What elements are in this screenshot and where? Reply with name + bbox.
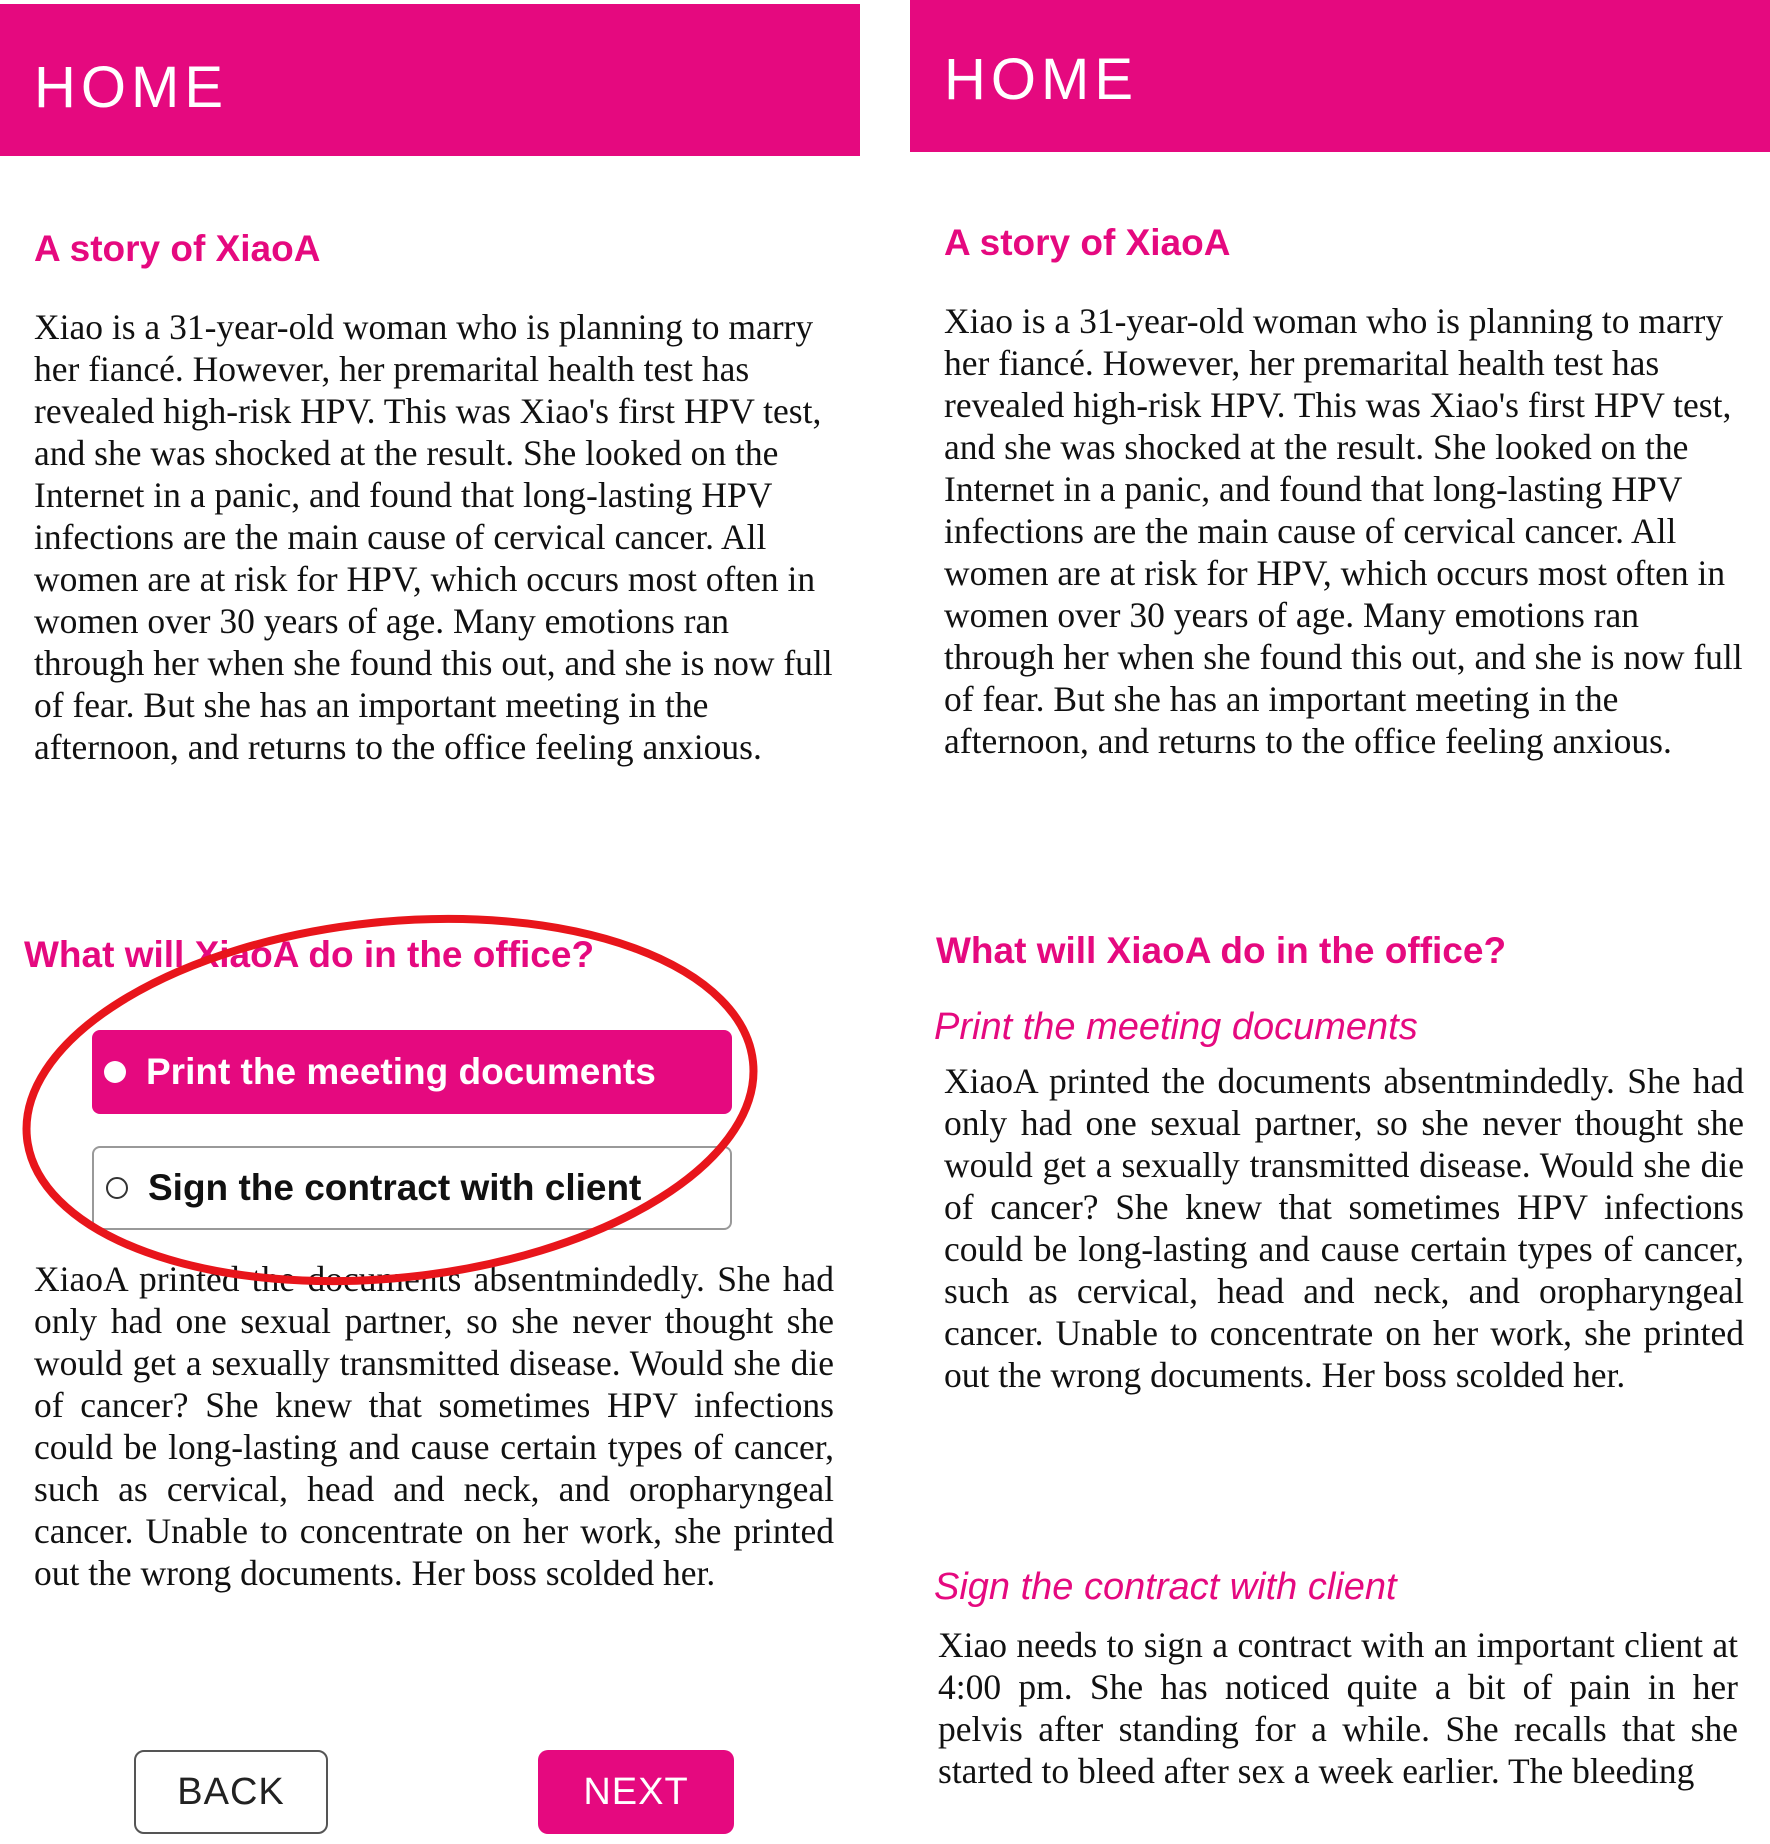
option-label: Sign the contract with client bbox=[148, 1167, 642, 1208]
next-button[interactable]: NEXT bbox=[538, 1750, 734, 1834]
header-title: HOME bbox=[944, 47, 1138, 112]
app-header bbox=[910, 0, 1770, 152]
radio-selected-icon[interactable] bbox=[104, 1061, 126, 1083]
radio-unselected-icon[interactable] bbox=[106, 1177, 128, 1199]
option2-title: Sign the contract with client bbox=[934, 1566, 1397, 1608]
back-button[interactable]: BACK bbox=[134, 1750, 328, 1834]
option-label: Print the meeting documents bbox=[146, 1051, 656, 1092]
story-text: Xiao is a 31-year-old woman who is planning to marry her fiancé. However, her premarital health test has revealed high-risk HPV. This was Xiao's first HPV test, and she was shocked at the result. She looked on the Internet in a panic, and found that long-lasting HPV infections are the main cause of cervical cancer. All women are at risk for HPV, which occurs most often in women over 30 years of age. Many emotions ran through her when she found this out, and she is now full of fear. But she has an important meeting in the afternoon, and returns to the office feeling anxious. bbox=[34, 307, 833, 767]
left-screen bbox=[0, 0, 860, 1844]
option2-text: Xiao needs to sign a contract with an important client at 4:00 pm. She has noticed quite a bit of pain in her pelvis after standing for a while. She recalls that she started to bleed after sex a week earlier. The bleeding bbox=[938, 1625, 1738, 1791]
story-title: A story of XiaoA bbox=[944, 222, 1231, 263]
question-heading: What will XiaoA do in the office? bbox=[24, 934, 595, 975]
option-print-documents[interactable] bbox=[92, 1030, 732, 1114]
story-text: Xiao is a 31-year-old woman who is planning to marry her fiancé. However, her premarital health test has revealed high-risk HPV. This was Xiao's first HPV test, and she was shocked at the result. She looked on the Internet in a panic, and found that long-lasting HPV infections are the main cause of cervical cancer. All women are at risk for HPV, which occurs most often in women over 30 years of age. Many emotions ran through her when she found this out, and she is now full of fear. But she has an important meeting in the afternoon, and returns to the office feeling anxious. bbox=[944, 301, 1743, 761]
question-heading: What will XiaoA do in the office? bbox=[936, 930, 1507, 971]
app-header bbox=[0, 4, 860, 156]
result-text: XiaoA printed the documents absentmindedly. She had only had one sexual partner, so she never thought she would get a sexually transmitted disease. Would she die of cancer? She knew that sometimes HPV infections could be long-lasting and cause certain types of cancer, such as cervical, head and neck, and oropharyngeal cancer. Unable to concentrate on her work, she printed out the wrong documents. Her boss scolded her. bbox=[34, 1259, 834, 1593]
header-title: HOME bbox=[34, 55, 228, 120]
option1-text: XiaoA printed the documents absentmindedly. She had only had one sexual partner, so she never thought she would get a sexually transmitted disease. Would she die of cancer? She knew that sometimes HPV infections could be long-lasting and cause certain types of cancer, such as cervical, head and neck, and oropharyngeal cancer. Unable to concentrate on her work, she printed out the wrong documents. Her boss scolded her. bbox=[944, 1061, 1744, 1395]
story-title: A story of XiaoA bbox=[34, 228, 321, 269]
option-sign-contract[interactable] bbox=[92, 1146, 732, 1230]
option1-title: Print the meeting documents bbox=[934, 1006, 1418, 1048]
right-screen bbox=[910, 0, 1770, 1844]
